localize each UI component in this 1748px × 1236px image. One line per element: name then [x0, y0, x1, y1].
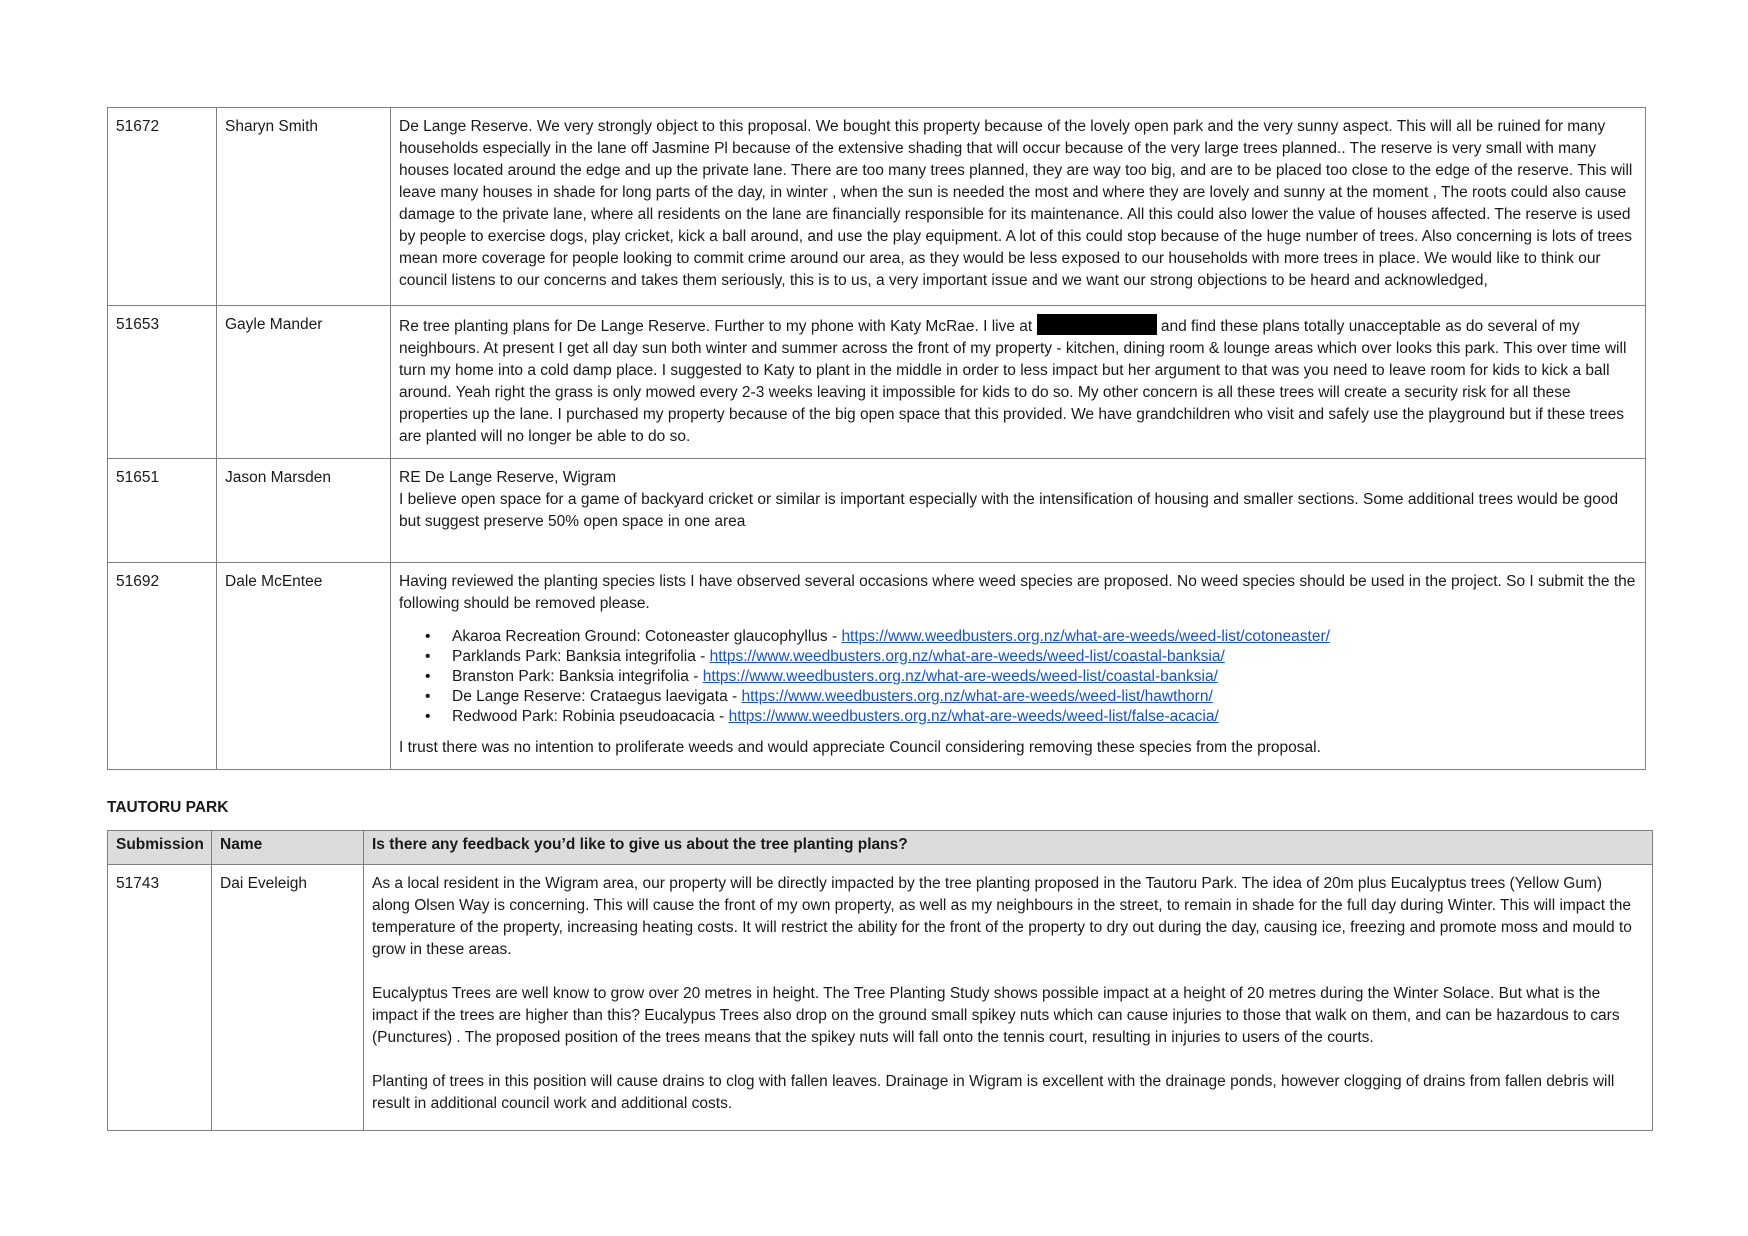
- table-row: [108, 459, 1646, 563]
- weed-species-label: Parklands Park: Banksia integrifolia -: [452, 648, 710, 665]
- weedbusters-link[interactable]: https://www.weedbusters.org.nz/what-are-weeds/weed-list/cotoneaster/: [841, 628, 1330, 645]
- weed-species-label: Akaroa Recreation Ground: Cotoneaster glaucophyllus -: [452, 628, 842, 645]
- submitter-name: Sharyn Smith: [217, 108, 391, 306]
- submitter-name: Gayle Mander: [217, 306, 391, 459]
- submission-text-after: and find these plans totally unacceptable as do several of my neighbours. At present I get all day sun both winter and summer across the front of my property - kitchen, dining room & lounge areas which over looks this park. This over time will turn my home into a cold damp place. I suggested to Katy to plant in the middle in order to less impact but her argument to that was you need to leave room for kids to kick a ball around. Yeah right the grass is only mowed every 2-3 weeks leaving it impossible for kids to do so. My other concern is all these trees will create a security risk for all these properties up the lane. I purchased my property because of the big open space that this provided. We have grandchildren who visit and safely use the playground but if these trees are planted will no longer be able to do so.: [399, 318, 1627, 445]
- submission-subject: RE De Lange Reserve, Wigram: [399, 469, 617, 486]
- submissions-table-de-lange: [107, 107, 1646, 770]
- column-header-feedback: Is there any feedback you’d like to give us about the tree planting plans?: [364, 831, 1653, 865]
- weedbusters-link[interactable]: https://www.weedbusters.org.nz/what-are-weeds/weed-list/false-acacia/: [728, 708, 1219, 725]
- weedbusters-link[interactable]: https://www.weedbusters.org.nz/what-are-weeds/weed-list/coastal-banksia/: [702, 668, 1218, 685]
- submitter-name: Dai Eveleigh: [212, 865, 364, 1131]
- submissions-table-tautoru: [107, 830, 1653, 1131]
- submitter-name: Dale McEntee: [217, 563, 391, 770]
- submission-id: 51651: [108, 459, 217, 563]
- weedbusters-link[interactable]: https://www.weedbusters.org.nz/what-are-weeds/weed-list/coastal-banksia/: [709, 648, 1225, 665]
- redacted-address: [1037, 314, 1157, 335]
- submission-paragraph: As a local resident in the Wigram area, our property will be directly impacted by the tree planting proposed in the Tautoru Park. The idea of 20m plus Eucalyptus trees (Yellow Gum) along Olsen Way is concerning. This will cause the front of my own property, as well as my neighbours in the street, to remain in shade for the full day during Winter. This will impact the temperature of the property, increasing heating costs. It will restrict the ability for the front of the property to dry out during the day, causing ice, freezing and promote moss and mould to grow in these areas.: [372, 875, 1632, 958]
- column-header-submission: Submission: [108, 831, 212, 865]
- submission-text: [391, 459, 1646, 563]
- weedbusters-link[interactable]: https://www.weedbusters.org.nz/what-are-weeds/weed-list/hawthorn/: [741, 688, 1213, 705]
- submission-id: 51672: [108, 108, 217, 306]
- submission-body: I believe open space for a game of backyard cricket or similar is important especially with the intensification of housing and smaller sections. Some additional trees would be good but suggest preserve 50% open space in one area: [399, 491, 1619, 530]
- submission-text: De Lange Reserve. We very strongly object to this proposal. We bought this property because of the lovely open park and the very sunny aspect. This will all be ruined for many households especially in the lane off Jasmine Pl because of the extensive shading that will occur because of the very large trees planned.. The reserve is very small with many houses located around the edge and up the private lane. There are too many trees planned, they are way too big, and are to be placed too close to the edge of the reserve. This will leave many houses in shade for long parts of the day, in winter , when the sun is needed the most and where they are lovely and sunny at the moment , The roots could also cause damage to the private lane, where all residents on the lane are financially responsible for its maintenance. All this could also lower the value of houses affected. The reserve is used by people to exercise dogs, play cricket, kick a ball around, and use the play equipment. A lot of this could stop because of the huge number of trees. Also concerning is lots of trees mean more coverage for people looking to commit crime around our area, as they would be less exposed to our households with more trees in place. We would like to think our council listens to our concerns and takes them seriously, this is to us, a very important issue and we want our strong objections to be heard and acknowledged,: [391, 108, 1646, 306]
- weed-species-label: Redwood Park: Robinia pseudoacacia -: [452, 708, 729, 725]
- submission-id: 51743: [108, 865, 212, 1131]
- submission-id: 51653: [108, 306, 217, 459]
- section-heading: TAUTORU PARK: [107, 799, 229, 816]
- weed-species-list: [399, 627, 1637, 727]
- list-item: [452, 707, 1637, 727]
- submission-paragraph: Planting of trees in this position will cause drains to clog with fallen leaves. Drainage in Wigram is excellent with the drainage ponds, however clogging of drains from fallen debris will result in additional council work and additional costs.: [372, 1073, 1615, 1112]
- table-row: [108, 108, 1646, 306]
- weed-species-label: De Lange Reserve: Crataegus laevigata -: [452, 688, 742, 705]
- submission-intro: Having reviewed the planting species lists I have observed several occasions where weed species are proposed. No weed species should be used in the project. So I submit the the following should be removed please.: [399, 573, 1636, 612]
- table-row: [108, 563, 1646, 770]
- submission-text: [364, 865, 1653, 1131]
- list-item: [452, 667, 1637, 687]
- submission-paragraph: Eucalyptus Trees are well know to grow over 20 metres in height. The Tree Planting Study shows possible impact at a height of 20 metres during the Winter Solace. But what is the impact if the trees are higher than this? Eucalypus Trees also drop on the ground small spikey nuts which can cause injuries to those that walk on them, and can be hazardous to cars (Punctures) . The proposed position of the trees means that the spikey nuts will fall onto the tennis court, resulting in injuries to users of the courts.: [372, 985, 1620, 1046]
- submission-text: [391, 306, 1646, 459]
- submission-id: 51692: [108, 563, 217, 770]
- table-header-row: [108, 831, 1653, 865]
- column-header-name: Name: [212, 831, 364, 865]
- list-item: [452, 647, 1637, 667]
- table-row: [108, 865, 1653, 1131]
- weed-species-label: Branston Park: Banksia integrifolia -: [452, 668, 703, 685]
- list-item: [452, 687, 1637, 707]
- table-row: [108, 306, 1646, 459]
- submission-closing: I trust there was no intention to proliferate weeds and would appreciate Council considering removing these species from the proposal.: [399, 739, 1321, 756]
- submitter-name: Jason Marsden: [217, 459, 391, 563]
- submission-text-before: Re tree planting plans for De Lange Reserve. Further to my phone with Katy McRae. I live at: [399, 318, 1037, 335]
- list-item: [452, 627, 1637, 647]
- submission-text: [391, 563, 1646, 770]
